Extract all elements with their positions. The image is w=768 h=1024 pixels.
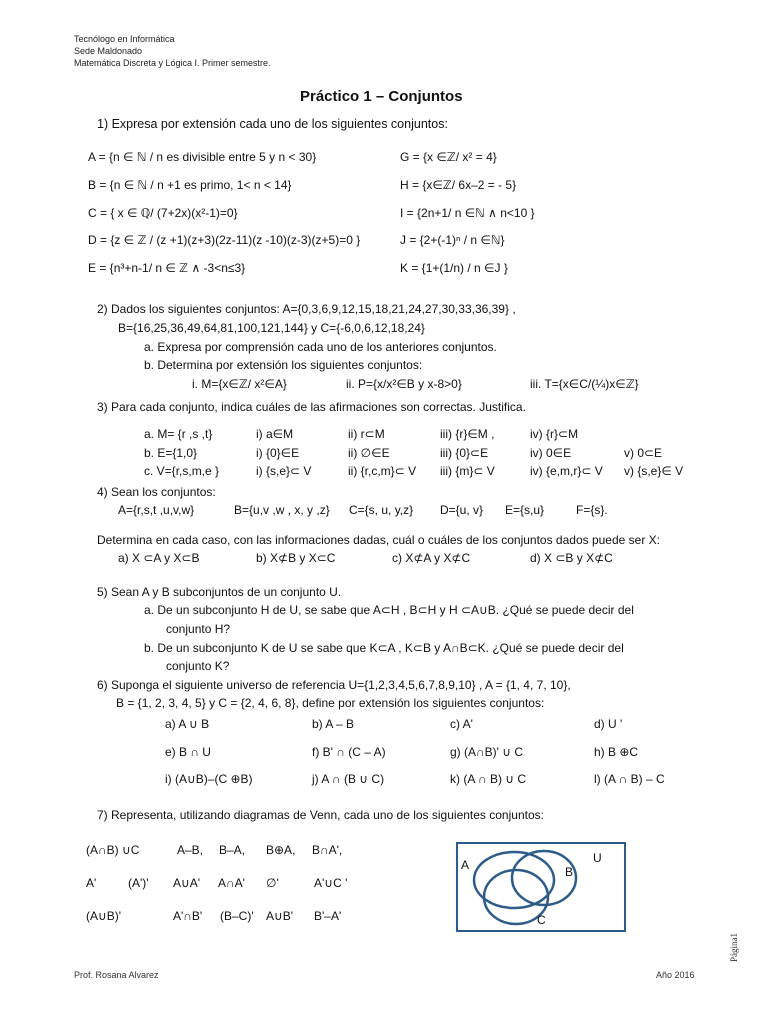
- q6-row-2-item-1: j) A ∩ (B ∪ C): [312, 772, 385, 786]
- q2-item-a: a. Expresa por comprensión cada uno de los anteriores conjuntos.: [144, 340, 497, 354]
- q4-set-d: D={u, v}: [440, 503, 484, 517]
- header-line-1: Tecnólogo en Informática: [74, 34, 175, 44]
- q1-set-j: J = {2+(-1)ⁿ / n ∈ℕ}: [400, 233, 505, 247]
- q1-set-a: A = {n ∈ ℕ / n es divisible entre 5 y n < 30}: [88, 150, 317, 164]
- q7-row1-expr-0: (A∩B) ∪C: [86, 843, 140, 857]
- q4-option-a: a) X ⊂A y X⊂B: [118, 551, 200, 565]
- venn-diagram: [456, 842, 626, 932]
- q7-row3-expr-2: (B–C)': [220, 909, 254, 923]
- q3-row-1-cell-0: b. E={1,0}: [144, 446, 198, 460]
- q3-row-2-cell-5: v) {s,e}∈ V: [624, 464, 684, 478]
- q6-row-2-item-0: i) (A∪B)–(C ⊕B): [165, 772, 253, 786]
- header-line-2: Sede Maldonado: [74, 46, 143, 56]
- q7-row3-expr-1: A'∩B': [173, 909, 203, 923]
- q6-row-1-item-2: g) (A∩B)' ∪ C: [450, 745, 524, 759]
- q6-stem-2: B = {1, 2, 3, 4, 5} y C = {2, 4, 6, 8}, define por extensión los siguientes conjuntos:: [116, 696, 545, 710]
- q7-row2-expr-5: A'∪C ': [314, 876, 348, 890]
- q4-stem: 4) Sean los conjuntos:: [97, 485, 216, 499]
- q6-row-1-item-3: h) B ⊕C: [594, 745, 639, 759]
- q3-row-2-cell-1: i) {s,e}⊂ V: [256, 464, 312, 478]
- venn-label-a: A: [461, 858, 470, 872]
- header-line-3: Matemática Discreta y Lógica I. Primer semestre.: [74, 58, 271, 68]
- q1-set-b: B = {n ∈ ℕ / n +1 es primo, 1< n < 14}: [88, 178, 292, 192]
- footer-year: Año 2016: [656, 970, 695, 980]
- q3-row-1-cell-4: iv) 0∈E: [530, 446, 572, 460]
- q7-row1-expr-1: A–B,: [177, 843, 204, 857]
- venn-label-b: B: [565, 865, 574, 879]
- q2-item-b: b. Determina por extensión los siguientes conjuntos:: [144, 358, 423, 372]
- q7-row2-expr-1: (A')': [128, 876, 149, 890]
- q4-set-b: B={u,v ,w , x, y ,z}: [234, 503, 330, 517]
- q3-row-1-cell-5: v) 0⊂E: [624, 446, 663, 460]
- q3-row-0-cell-2: ii) r⊂M: [348, 427, 385, 441]
- q1-set-k: K = {1+(1/n) / n ∈J }: [400, 261, 508, 275]
- q1-set-d: D = {z ∈ ℤ / (z +1)(z+3)(2z-11)(z -10)(z-3)(z+5)=0 }: [88, 233, 361, 247]
- q6-row-0-item-3: d) U ': [594, 717, 623, 731]
- q3-row-0-cell-0: a. M= {r ,s ,t}: [144, 427, 213, 441]
- q6-row-0-item-1: b) A – B: [312, 717, 355, 731]
- q3-row-0-cell-3: iii) {r}∈M ,: [440, 427, 495, 441]
- q7-row1-expr-2: B–A,: [219, 843, 246, 857]
- q5-item-b-line-1: b. De un subconjunto K de U se sabe que K⊂A , K⊂B y A∩B⊂K. ¿Qué se puede decir del: [144, 641, 624, 655]
- q2-subitem-i: i. M={x∈ℤ/ x²∈A}: [192, 377, 287, 391]
- q5-stem: 5) Sean A y B subconjuntos de un conjunto U.: [97, 585, 342, 599]
- q3-stem: 3) Para cada conjunto, indica cuáles de las afirmaciones son correctas. Justifica.: [97, 400, 526, 414]
- q3-row-1-cell-3: iii) {0}⊂E: [440, 446, 489, 460]
- q1-set-h: H = {x∈ℤ/ 6x–2 = - 5}: [400, 178, 517, 192]
- q3-row-1-cell-1: i) {0}∈E: [256, 446, 300, 460]
- q1-stem: 1) Expresa por extensión cada uno de los siguientes conjuntos:: [97, 117, 448, 131]
- q3-row-2-cell-4: iv) {e,m,r}⊂ V: [530, 464, 603, 478]
- q3-row-0-cell-4: iv) {r}⊂M: [530, 427, 579, 441]
- q4-set-c: C={s, u, y,z}: [349, 503, 414, 517]
- q6-row-1-item-0: e) B ∩ U: [165, 745, 211, 759]
- q7-stem: 7) Representa, utilizando diagramas de Venn, cada uno de los siguientes conjuntos:: [97, 808, 544, 822]
- q7-row1-expr-3: B⊕A,: [266, 843, 296, 857]
- q4-option-c: c) X⊄A y X⊄C: [392, 551, 471, 565]
- q6-row-0-item-0: a) A ∪ B: [165, 717, 210, 731]
- q7-row2-expr-2: A∪A': [173, 876, 201, 890]
- q4-option-d: d) X ⊂B y X⊄C: [530, 551, 613, 565]
- q7-row1-expr-4: B∩A',: [312, 843, 343, 857]
- q3-row-2-cell-2: ii) {r,c,m}⊂ V: [348, 464, 417, 478]
- q7-row2-expr-3: A∩A': [218, 876, 245, 890]
- q4-option-b: b) X⊄B y X⊂C: [256, 551, 336, 565]
- q1-set-i: I = {2n+1/ n ∈ℕ ∧ n<10 }: [400, 206, 535, 220]
- q2-subitem-ii: ii. P={x/x²∈B y x-8>0}: [346, 377, 462, 391]
- q4-set-f: F={s}.: [576, 503, 608, 517]
- q5-item-b-line-2: conjunto K?: [166, 659, 230, 673]
- q5-item-a-line-2: conjunto H?: [166, 622, 231, 636]
- q7-row2-expr-4: ∅': [266, 876, 279, 890]
- q4-set-a: A={r,s,t ,u,v,w}: [118, 503, 195, 517]
- q2-stem-2: B={16,25,36,49,64,81,100,121,144} y C={-6,0,6,12,18,24}: [118, 321, 425, 335]
- venn-label-u: U: [593, 851, 602, 865]
- q1-set-g: G = {x ∈ℤ/ x² = 4}: [400, 150, 497, 164]
- q3-row-2-cell-0: c. V={r,s,m,e }: [144, 464, 220, 478]
- q1-set-c: C = { x ∈ ℚ/ (7+2x)(x²-1)=0}: [88, 206, 238, 220]
- q7-row3-expr-4: B'–A': [314, 909, 342, 923]
- q6-row-0-item-2: c) A': [450, 717, 473, 731]
- footer-author: Prof. Rosana Alvarez: [74, 970, 159, 980]
- q3-row-0-cell-1: i) a∈M: [256, 427, 294, 441]
- q6-row-1-item-1: f) B' ∩ (C – A): [312, 745, 386, 759]
- q2-subitem-iii: iii. T={x∈C/(¼)x∈ℤ}: [530, 377, 639, 391]
- q7-row2-expr-0: A': [86, 876, 97, 890]
- q6-stem-1: 6) Suponga el siguiente universo de referencia U={1,2,3,4,5,6,7,8,9,10} , A = {1, 4, 7, 10},: [97, 678, 571, 692]
- venn-label-c: C: [537, 913, 546, 927]
- q3-row-1-cell-2: ii) ∅∈E: [348, 446, 390, 460]
- page-number: Página1: [729, 933, 739, 962]
- q7-row3-expr-0: (A∪B)': [86, 909, 122, 923]
- q2-stem-1: 2) Dados los siguientes conjuntos: A={0,3,6,9,12,15,18,21,24,27,30,33,36,39} ,: [97, 302, 516, 316]
- q4-set-e: E={s,u}: [505, 503, 545, 517]
- q5-item-a-line-1: a. De un subconjunto H de U, se sabe que A⊂H , B⊂H y H ⊂A∪B. ¿Qué se puede decir del: [144, 603, 634, 617]
- q1-set-e: E = {n³+n-1/ n ∈ ℤ ∧ -3<n≤3}: [88, 261, 246, 275]
- q6-row-2-item-2: k) (A ∩ B) ∪ C: [450, 772, 527, 786]
- q7-row3-expr-3: A∪B': [266, 909, 294, 923]
- page-title: Práctico 1 – Conjuntos: [300, 88, 463, 105]
- q3-row-2-cell-3: iii) {m}⊂ V: [440, 464, 495, 478]
- q6-row-2-item-3: l) (A ∩ B) – C: [594, 772, 665, 786]
- q4-instructions: Determina en cada caso, con las informaciones dadas, cuál o cuáles de los conjuntos dados puede ser X:: [97, 533, 661, 547]
